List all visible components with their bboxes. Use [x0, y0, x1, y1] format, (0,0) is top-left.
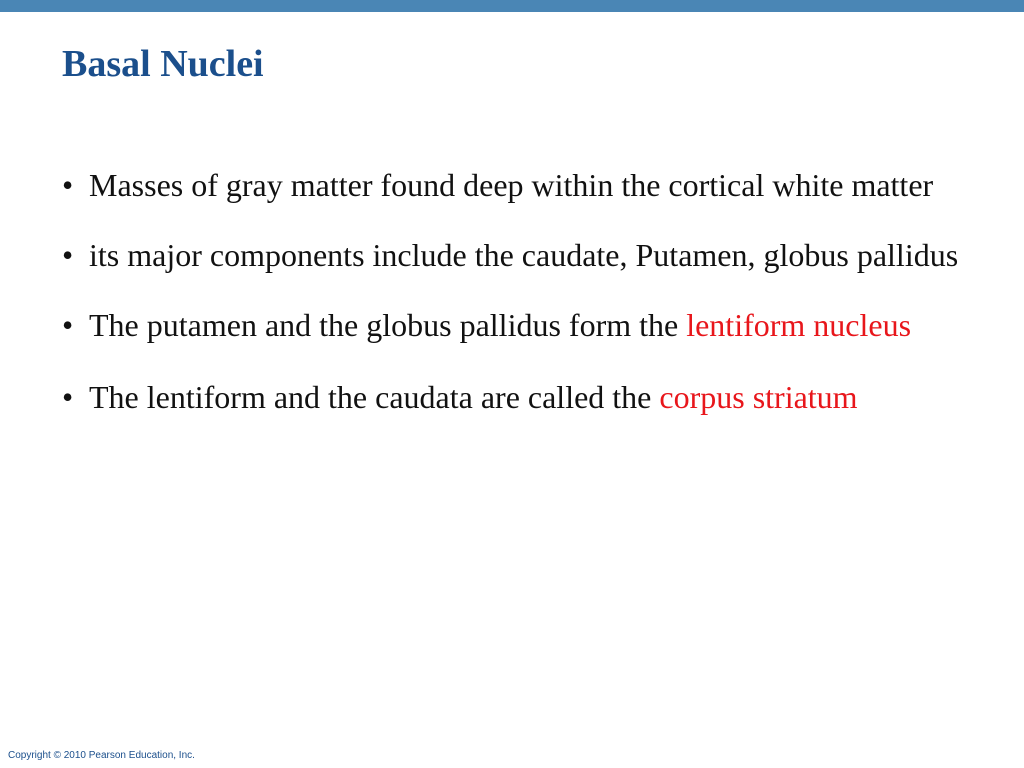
highlighted-term-corpus-striatum: corpus striatum	[659, 379, 858, 415]
bullet-item	[62, 302, 962, 348]
bullet-text: its major components include the caudate, Putamen, globus pallidus	[89, 237, 959, 273]
bullet-text: The putamen and the globus pallidus form the	[89, 307, 687, 343]
bullet-item	[62, 229, 962, 281]
highlighted-term-lentiform-nucleus: lentiform nucleus	[686, 307, 912, 343]
copyright-footer: Copyright © 2010 Pearson Education, Inc.	[8, 750, 195, 761]
bullet-item	[62, 162, 962, 208]
top-accent-bar	[0, 0, 1024, 12]
bullet-text: The lentiform and the caudata are called the	[89, 379, 660, 415]
slide-title: Basal Nuclei	[62, 43, 264, 85]
bullet-item	[62, 374, 962, 420]
bullet-text: Masses of gray matter found deep within the cortical white matter	[89, 167, 934, 203]
bullet-list	[62, 162, 962, 420]
